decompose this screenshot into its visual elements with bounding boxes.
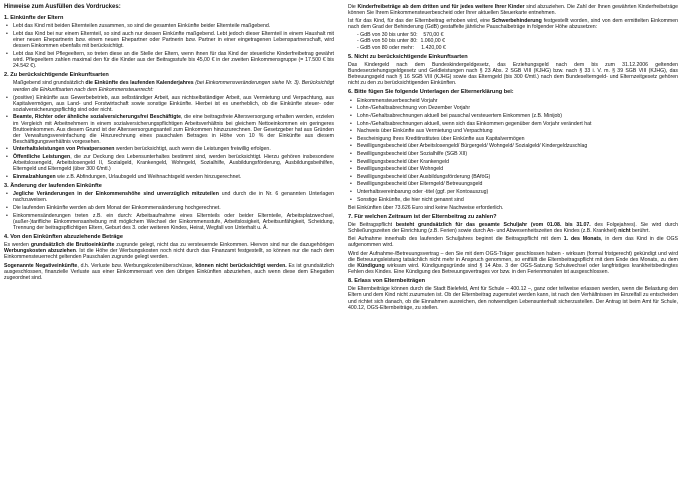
gdb-amount-row: - GdB von 50 bis unter 80: 1.060,00 €: [357, 38, 445, 45]
text: . Ist die Höhe der Werbungskosten noch nicht durch das Finanzamt festgestellt, so können nur die nach dem Einkommensteuerrecht geltenden Pauschalen zugrunde gelegt werden.: [4, 248, 334, 261]
text-bold: Sogenannte Negativeinkünfte: [4, 262, 78, 269]
section-8-text: Die Elternbeiträge können durch die Stadt Bielefeld, Amt für Schule – 400.12 –, ganz oder teilweise erlassen werden, wenn die Belastung den Eltern und dem Kind nicht zuzumuten ist. Ob der Elternbeitrag zugemutet werden kann, ist nach den Verhältnissen im Einzelfall zu entscheiden und richtet sich danach, ob die Einnahmen ausreichen, den notwendigen Lebensunterhalt sicherzustellen. Der Antrag ist beim Amt für Schule, 400.12, OGS-Elternbeiträge, zu stellen.: [348, 286, 678, 311]
item-bold: Unterhaltsleistungen von Privatpersonen: [13, 146, 115, 153]
item-text: , die eine beitragsfreie Altersversorgung erhalten werden, erzielen im Vergleich mit Arbeitnehmern in einem sozialversicherungspflichtigen Arbeitsverhältnis bei gleichem Nettoeinkommen ein geringeres Bruttoeinkommen. Aus diesem Grund ist der Altersversorgungsanteil zum Einkommen hinzuzurechnen. Der Gesetzgeber hat aus Gründen der Verwaltungsvereinfachung die Hinzurechnung eines pauschalen Betrages in Höhe von 10 % der Einkünfte aus diesem Beschäftigungsverhältnis vorgesehen.: [13, 114, 334, 145]
list-item: • Lohn-/Gehaltsabrechnungen aktuell, wenn sich das Einkommen gegenüber dem Vorjahr verändert hat: [348, 121, 678, 127]
text: Die: [348, 4, 358, 10]
section-8-heading: 8. Erlass von Elternbeiträgen: [348, 277, 426, 284]
list-item: [4, 205, 334, 211]
section-4-heading: 4. Von den Einkünften abzuziehende Beträge: [4, 233, 123, 240]
text-bold: nicht: [618, 228, 631, 235]
section-7-heading: 7. Für welchen Zeitraum ist der Elternbeitrag zu zahlen?: [348, 213, 497, 220]
text-bold: Werbungskosten abzuziehen: [4, 248, 76, 255]
text-bold: besteht grundsätzlich für das gesamte Schuljahr (vom 01.08. bis 31.07.: [395, 222, 591, 229]
gdb-amount-row: - GdB von 80 oder mehr: 1.420,00 €: [357, 44, 446, 51]
list-item: • Bewilligungsbescheid über Arbeitslosengeld/ Bürgergeld/ Wohngeld/ Sozialgeld/ Kindergeldzuschlag: [348, 143, 678, 149]
list-item: [4, 154, 334, 172]
list-item: • Bewilligungsbescheid über Krankengeld: [348, 159, 678, 165]
text: berührt.: [630, 228, 650, 235]
list-item: [4, 95, 334, 113]
section-1-heading: 1. Einkünfte der Eltern: [4, 15, 64, 21]
document-title: Hinweise zum Ausfüllen des Vordruckes:: [4, 4, 121, 10]
item-text: Einkommensänderungen treten z.B. ein durch: Arbeitsaufnahme eines Elternteils oder beider Elternteile, Arbeitsplatzwechsel, (außer-)tarifliche Einkommensanhebung mit möglichem Wechsel der Einkommensstufe, Arbeitslosigkeit, Arbeitsunfähigkeit, Scheidung, Trennung der beitragspflichtigen Eltern, Geburt des 3. oder weiteren Kindes, Heirat, Wegfall von Unterhalt u. Ä.: [13, 212, 334, 231]
text: , in dem das Kind in die OGS aufgenommen wird.: [348, 236, 678, 249]
list-item: • Lebt das Kind bei Pflegeeltern, so treten diese an die Stelle der Eltern, wenn ihnen für das Kind der steuerliche Kinderfreibetrag gewährt wird. Pflegeeltern zahlen maximal den für die Kinder aus der Beitragsstufe bis 45,00 € in der zweiten Einkommensgruppe (= 17.500 € bis 24.542 €).: [4, 51, 334, 69]
item-text: werden berücksichtigt, auch wenn die Leistungen freiwillig erfolgen.: [114, 146, 271, 153]
list-item: • Bescheinigung Ihres Kreditinstitutes über Einkünfte aus Kapitalvermögen: [348, 136, 678, 142]
section-2-heading: 2. Zu berücksichtigende Einkunftsarten: [4, 72, 109, 79]
text: Es werden: [4, 242, 31, 249]
item-bold: Jegliche Veränderungen in der Einkommenshöhe sind unverzüglich mitzuteilen: [13, 191, 219, 198]
section-6-heading: 6. Bitte fügen Sie folgende Unterlagen der Elternerklärung bei:: [348, 89, 514, 96]
gdb-amounts: [348, 32, 678, 50]
section-7-paragraph-1: [348, 222, 678, 234]
section-4-paragraph-2: [4, 263, 334, 281]
text: Bei Aufnahme innerhalb des laufenden Schuljahres beginnt die Beitragspflicht mit dem: [348, 236, 564, 243]
item-text: (positive) Einkünfte aus Gewerbebetrieb, aus selbständiger Arbeit, aus nichtselbständiger Arbeit, aus Vermietung und Verpachtung, aus Kapitalvermögen, aus Land- und Forstwirtschaft sowie sonstige Einkünfte. Hierbei ist es unerheblich, ob die Einkünfte steuer- oder sozialversicherungspflichtig sind oder nicht.: [13, 94, 334, 113]
text-bold: Kinderfreibeträge ab dem dritten und für jedes weitere Ihrer Kinder: [357, 4, 525, 10]
list-item: • Nachweis über Einkünfte aus Vermietung und Verpachtung: [348, 128, 678, 134]
list-item: • Lebt das Kind bei nur einem Elternteil, so sind auch nur dessen Einkünfte maßgebend. Lebt jedoch dieser Elternteil in einem Haushalt mit einer neuen Ehepartnerin bzw. einem neuen Ehepartner oder Partnerin bzw. Partner in einer eingetragenen Lebenspartnerschaft, wird dessen Einkommen ebenfalls mit berücksichtigt.: [4, 31, 334, 49]
list-item: • Unterhaltsvereinbarung oder -titel (ggf. per Kontoauszug): [348, 189, 678, 195]
section-5-heading: 5. Nicht zu berücksichtigende Einkunftsarten: [348, 53, 468, 60]
section-5-text: Das Kindergeld nach dem Bundeskindergeldgesetz, das Erziehungsgeld nach dem bis zum 31.12.2006 geltenden Bundeserziehungsgeldgesetz und Geldleistungen nach § 23 Abs. 2 SGB VIII (KJHG) bzw. nach § 33 i. V. m. § 39 SGB VIII (KJHG), das Betreuungsgeld nach § 16 SGB VIII (KJHG) sowie das Elterngeld (bis 300 €/mtl.) nach dem Bundeselterngeld- und Elternzeitgesetz gehören nicht zu den zu berücksichtigenden Einkünften.: [348, 62, 678, 87]
text: , d.h. Verluste bzw. Werbungskostenüberschüsse,: [77, 262, 196, 269]
section-6-list: [348, 98, 678, 203]
list-item: • Bewilligungsbescheid über Sozialhilfe (SGB XII): [348, 151, 678, 157]
intro-bold: die Einkünfte des laufenden Kalenderjahres: [85, 80, 194, 87]
item-text: und durch die in Nr. 6 genannten Unterlagen nachzuweisen.: [13, 191, 334, 204]
gdb-amount-row: - GdB von 30 bis unter 50: 570,00 €: [357, 32, 444, 39]
list-item: • Bewilligungsbescheid über Elterngeld/ Betreuungsgeld: [348, 181, 678, 187]
text: wirksam wird. Kündigungsgründe sind § 14 Abs. 3 der OGS-Satzung Schulwechsel oder langfristiges krankheitsbedingtes Fehlen des Kindes. Eine Kündigung des Betreuungsvertrages vor bzw. in den Ferienmonaten ist ausgeschlossen.: [348, 262, 678, 275]
list-item: • Lohn-/Gehaltsabrechnung von Dezember Vorjahr: [348, 105, 678, 111]
section-4-paragraph-3: [348, 4, 678, 16]
text: sind abzuziehen. Die Zahl der Ihnen gewährten Kinderfreibeträge können Sie Ihrem Einkommensteuerbescheid oder Ihrer aktuellen Steuerkarte entnehmen.: [348, 4, 678, 17]
item-text: , die zur Deckung des Lebensunterhaltes bestimmt sind, werden berücksichtigt. Hierzu gehören insbesondere Arbeitslosengeld, Arbeitslosengeld II, Sozialgeld, Krankengeld, Wohngeld, Sozialhilfe, Ausbildungsförderung, Ausbildungsbeihilfen, Elterngeld und Elterngeld (über 300 €/mtl.): [13, 154, 335, 173]
left-column: [4, 4, 334, 283]
list-item: [4, 213, 334, 231]
section-6-note: Bei Einkünften über 73.626 Euro sind keine Nachweise erforderlich.: [348, 204, 504, 211]
right-column: [348, 4, 678, 313]
item-bold: Einmalzahlungen: [13, 173, 56, 180]
section-2-intro: [4, 80, 334, 92]
intro-italic: (bei Einkommensveränderungen siehe Nr. 3). Berücksichtigt werden die Einkunftsarten nach dem Einkommensteuerrecht:: [13, 80, 334, 93]
list-item: [4, 146, 334, 152]
section-7-paragraph-3: [348, 251, 678, 275]
intro-text: Maßgebend sind grundsätzlich: [13, 80, 86, 87]
text: Es ist grundsätzlich ausgeschlossen, finanzielle Verluste aus einer Einkommensart von den übrigen Einkünften abzuziehen, auch wenn diese dem Ehegatten zugeordnet sind.: [4, 262, 334, 281]
list-item: • Lebt das Kind mit beiden Elternteilen zusammen, so sind die gesamten Einkünfte beider Elternteile maßgebend.: [4, 23, 334, 29]
text: Wird der Aufnahme-/Betreuungsvertrag – den Sie mit dem OGS-Träger geschlossen haben - wirksam (formal fristgerecht) gekündigt und wird die Betreuungsleistung tatsächlich nicht mehr in Anspruch genommen, so entfällt die Elternbeitragspflicht mit dem Ende des Monats, zu dem die: [348, 250, 678, 269]
list-item: • Bewilligungsbescheid über Ausbildungsförderung (BAföG): [348, 174, 678, 180]
list-item: [4, 191, 334, 203]
text-bold: Schwerbehinderung: [491, 18, 542, 25]
item-text: Die laufenden Einkünfte werden ab dem Monat der Einkommensänderung hochgerechnet.: [13, 204, 221, 211]
section-7-paragraph-2: [348, 236, 678, 248]
text-bold: grundsätzlich die Bruttoeinkünfte: [30, 242, 115, 249]
list-item: • Sonstige Einkünfte, die hier nicht genannt sind: [348, 197, 678, 203]
list-item: [4, 174, 334, 180]
list-item: • Lohn-/Gehaltsabrechnungen aktuell bei pauschal versteuertem Einkommen (z.B. Minijob): [348, 113, 678, 119]
section-4-paragraph-4: [348, 18, 678, 30]
section-4-paragraph-1: [4, 242, 334, 260]
item-bold: Öffentliche Leistungen: [13, 154, 71, 160]
list-item: [4, 114, 334, 144]
text-bold: können nicht berücksichtigt werden.: [195, 262, 287, 269]
list-item: • Einkommensteuerbescheid Vorjahr: [348, 98, 678, 104]
text: festgestellt worden, sind von dem ermittelten Einkommen nach dem Grad der Behinderung (GdB) gestaffelte jährliche Pauschalbeträge in folgender Höhe abzusetzen:: [348, 18, 679, 31]
text: Die Beitragspflicht: [348, 222, 396, 229]
section-1-list: [4, 23, 334, 69]
item-text: wie z.B. Abfindungen, Urlaubsgeld und Weihnachtsgeld werden hinzugerechnet.: [55, 173, 242, 180]
text: Ist für das Kind, für das der Elternbeitrag erhoben wird, eine: [348, 18, 492, 25]
section-3-heading: 3. Änderung der laufenden Einkünfte: [4, 182, 102, 189]
section-3-list: [4, 191, 334, 231]
text-bold: 1. des Monats: [563, 236, 601, 243]
text-bold: Kündigung: [357, 262, 385, 269]
text: zugrunde gelegt, nicht das zu versteuernde Einkommen. Hiervon sind nur die dazugehörigen: [114, 242, 335, 249]
list-item: • Bewilligungsbescheid über Wohngeld: [348, 166, 678, 172]
text: des Folgejahres). Sie wird durch Schließungszeiten der Einrichtung (z.B. Ferien) sowie durch An- und Abwesenheitszeiten des Kindes (z.B. Krankheit): [348, 222, 678, 235]
section-2-list: [4, 95, 334, 180]
item-bold: Beamte, Richter oder ähnliche sozialversicherungsfrei Beschäftigte: [13, 114, 181, 121]
